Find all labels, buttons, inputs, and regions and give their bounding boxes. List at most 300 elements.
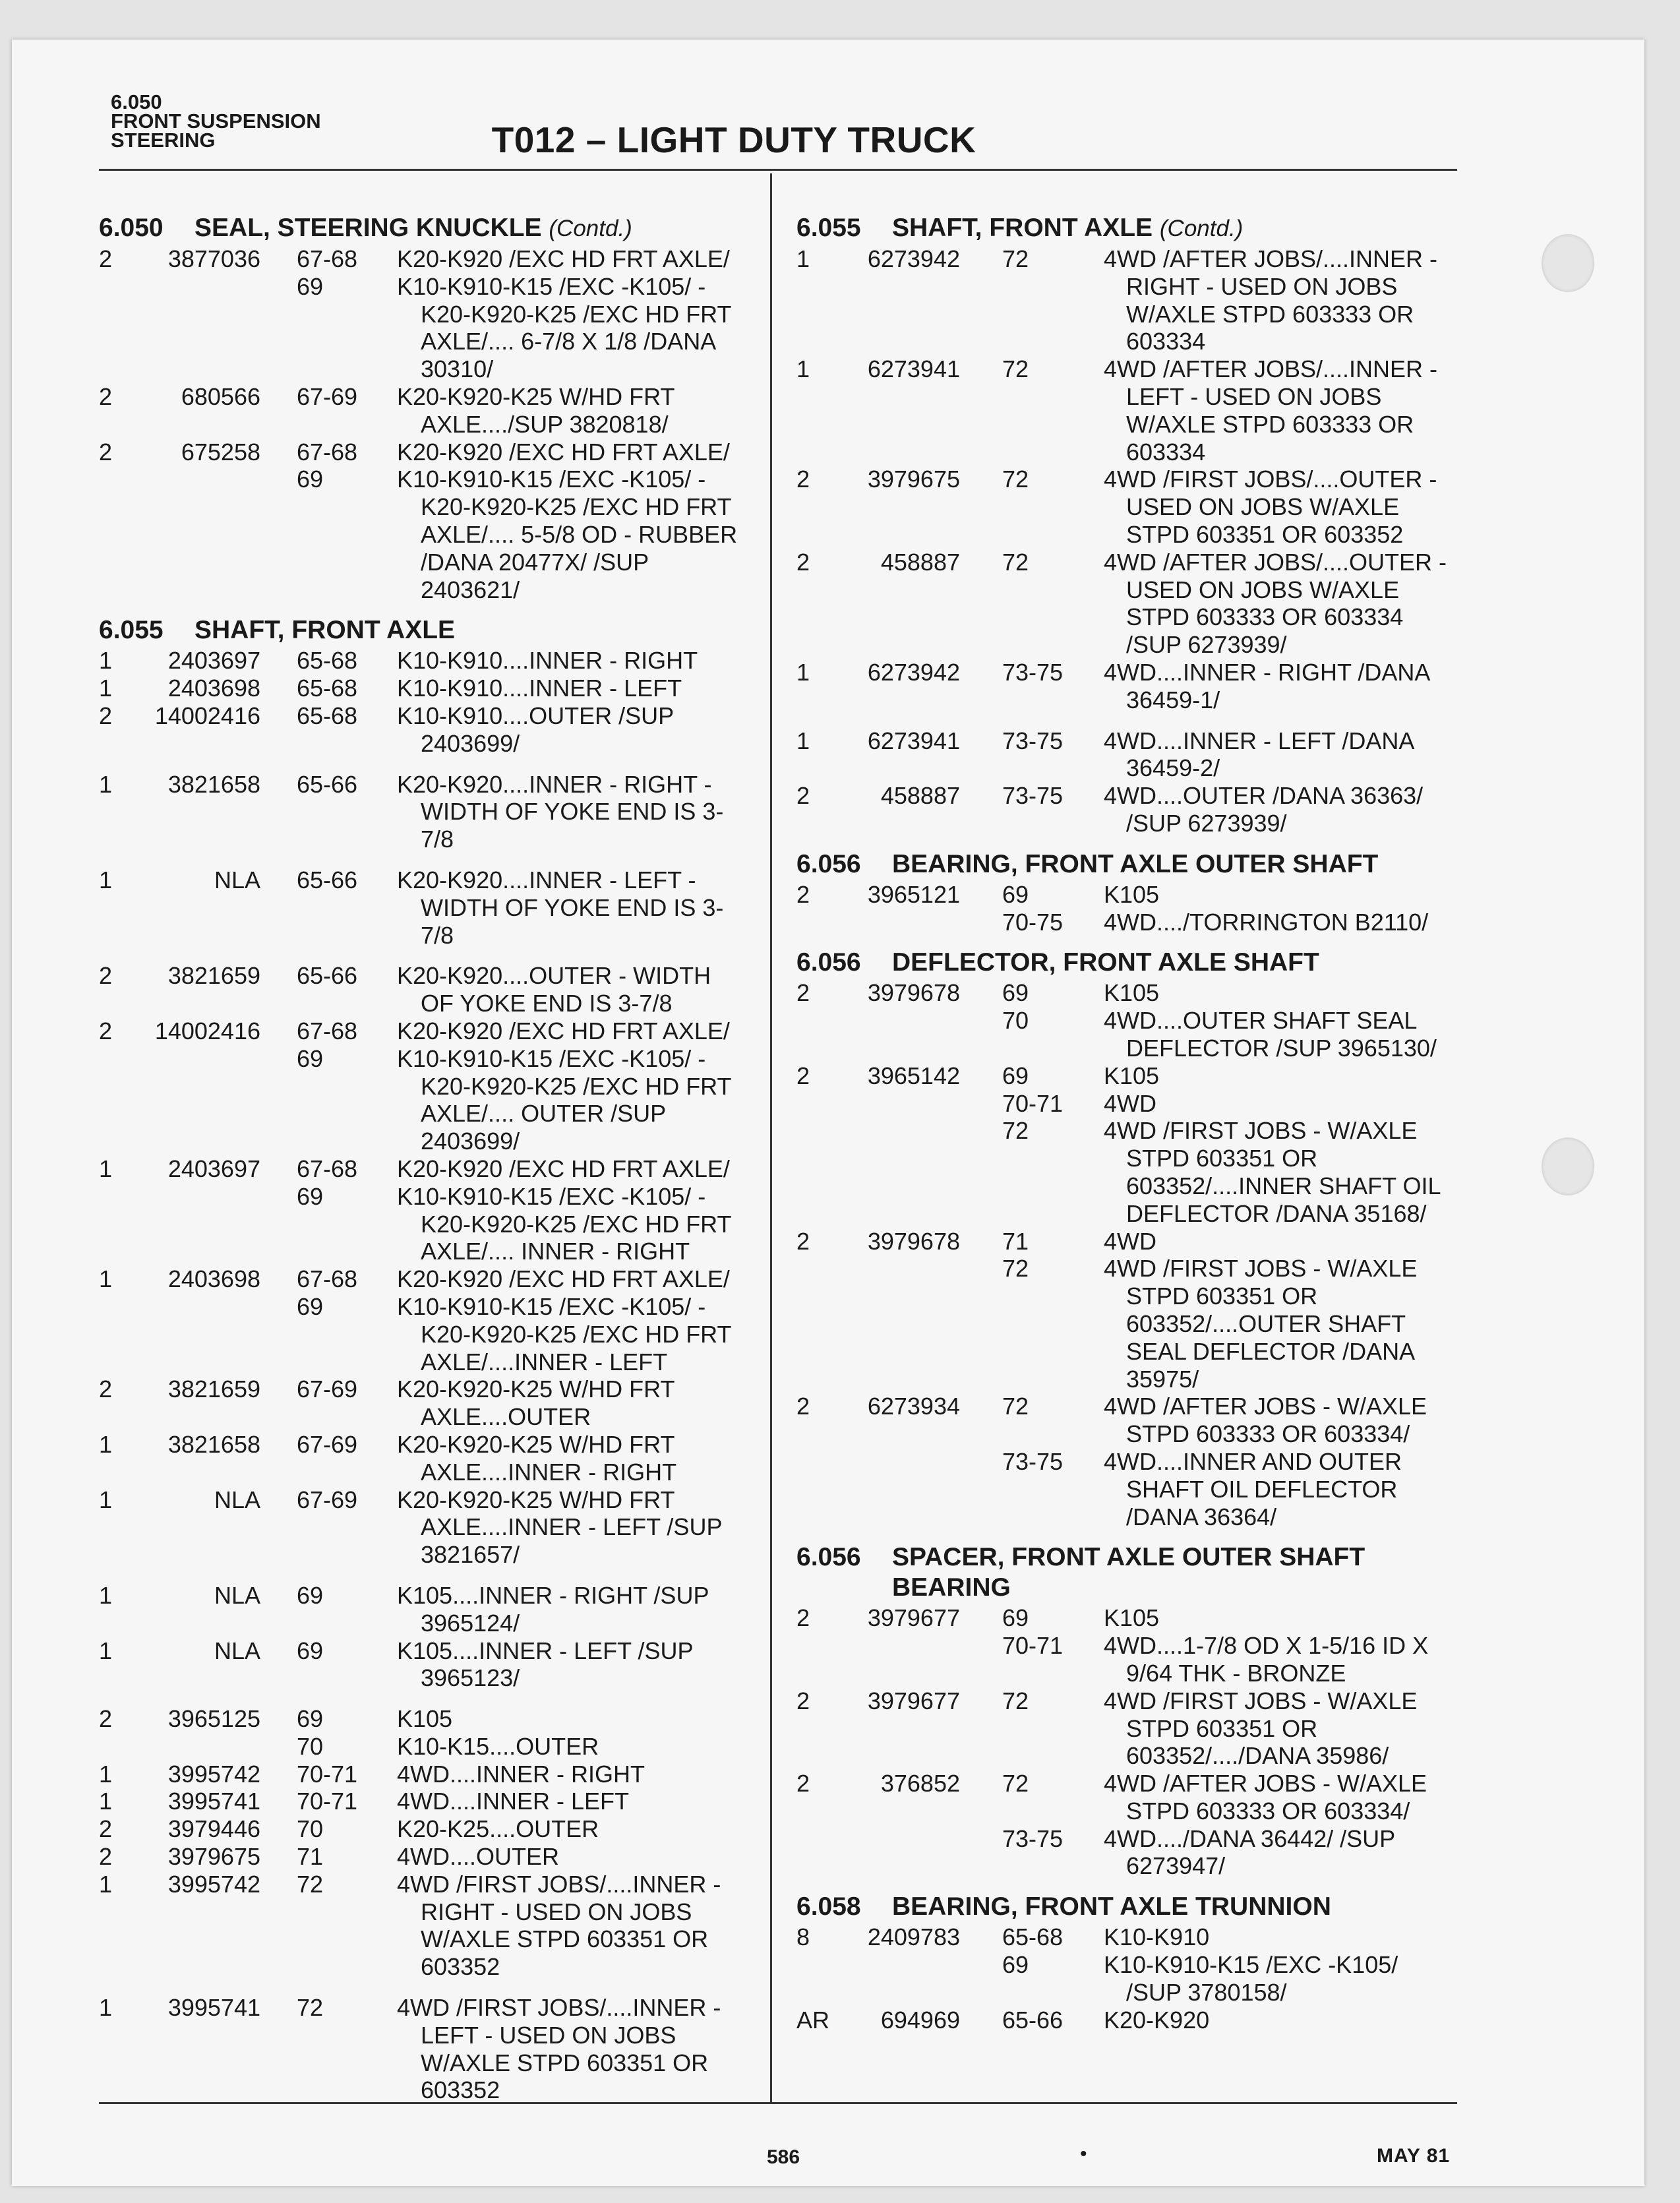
description-line: RIGHT - USED ON JOBS: [1126, 272, 1398, 300]
part-number: 458887: [880, 782, 960, 810]
description-line: K105....INNER - LEFT /SUP: [397, 1637, 694, 1664]
part-number: 2403698: [167, 1265, 260, 1293]
description-line: 4WD /FIRST JOBS/....INNER -: [397, 1870, 721, 1898]
model-years: 72: [1002, 1117, 1029, 1145]
description-line: K105....INNER - RIGHT /SUP: [397, 1581, 709, 1609]
quantity: 1: [99, 866, 113, 893]
description-line: K20-K920-K25 /EXC HD FRT: [421, 1210, 732, 1238]
quantity: 2: [796, 979, 810, 1007]
description-line: 3965123/: [421, 1664, 520, 1692]
model-years: 67-68: [297, 438, 358, 466]
model-years: 67-69: [297, 1430, 358, 1458]
model-years: 71: [1002, 1227, 1029, 1255]
section-heading: [99, 615, 758, 646]
quantity: 2: [796, 1687, 810, 1714]
part-entry: [796, 1770, 1462, 1880]
quantity: 1: [99, 1788, 113, 1815]
model-years: 69: [1002, 1951, 1029, 1979]
description-line: 6273947/: [1126, 1852, 1226, 1880]
part-number: 680566: [181, 383, 260, 410]
part-number: 3979678: [867, 979, 960, 1007]
quantity: 2: [796, 1227, 810, 1255]
description-line: K20-K920....INNER - RIGHT -: [397, 770, 712, 798]
description-line: 30310/: [421, 355, 494, 383]
part-entry: [99, 771, 758, 866]
description-line: 4WD....INNER - LEFT /DANA: [1104, 727, 1415, 754]
model-years: 72: [1002, 1770, 1029, 1797]
part-entry: [796, 881, 1462, 936]
part-entry: [99, 1017, 758, 1155]
part-number: 14002416: [154, 1017, 260, 1044]
model-years: 72: [1002, 245, 1029, 272]
part-number: 3965125: [167, 1705, 260, 1733]
model-years: 69: [297, 1581, 324, 1609]
quantity: 2: [99, 438, 113, 466]
description-line: K20-K920 /EXC HD FRT AXLE/: [397, 438, 730, 466]
description-line: WIDTH OF YOKE END IS 3-: [421, 798, 724, 826]
description-line: K20-K25....OUTER: [397, 1815, 599, 1843]
section-number: 6.058: [796, 1892, 861, 1921]
description-line: K20-K920-K25 /EXC HD FRT: [421, 1072, 732, 1100]
part-number: 6273941: [867, 355, 960, 383]
part-number: 3995741: [167, 1994, 260, 2022]
model-years: 70-71: [297, 1788, 358, 1815]
description-line: STPD 603351 OR: [1126, 1283, 1318, 1310]
model-years: 67-69: [297, 1486, 358, 1513]
part-entry: [796, 1228, 1462, 1393]
part-number: 3979675: [867, 466, 960, 493]
part-number: 2403697: [167, 647, 260, 675]
quantity: 2: [796, 1062, 810, 1089]
part-entry: [99, 675, 758, 702]
part-number: 3979678: [867, 1227, 960, 1255]
description-line: RIGHT - USED ON JOBS: [421, 1898, 692, 1925]
part-number: 3995741: [167, 1788, 260, 1815]
description-line: 603334: [1126, 438, 1206, 466]
model-years: 69: [297, 1637, 324, 1664]
description-line: AXLE/.... 6-7/8 X 1/8 /DANA: [421, 328, 717, 355]
model-years: 69: [1002, 1604, 1029, 1632]
part-entry: [99, 383, 758, 438]
part-number: 3979677: [867, 1687, 960, 1714]
part-entry: [99, 1994, 758, 2104]
section-title: SEAL, STEERING KNUCKLE: [195, 214, 542, 242]
quantity: 1: [796, 355, 810, 383]
contd-label: (Contd.): [549, 216, 632, 241]
quantity: 2: [99, 1815, 113, 1843]
part-number: 3995742: [167, 1760, 260, 1788]
part-entry: [99, 1486, 758, 1582]
part-number: 3821658: [167, 770, 260, 798]
description-line: DEFLECTOR /DANA 35168/: [1126, 1199, 1427, 1227]
model-years: 69: [1002, 880, 1029, 908]
description-line: K10-K910: [1104, 1923, 1210, 1951]
description-line: K20-K920 /EXC HD FRT AXLE/: [397, 245, 730, 272]
description-line: 4WD....OUTER SHAFT SEAL: [1104, 1007, 1418, 1035]
description-line: 2403699/: [421, 729, 520, 757]
quantity: AR: [796, 2006, 830, 2034]
description-line: STPD 603351 OR: [1126, 1714, 1318, 1742]
description-line: 4WD....1-7/8 OD X 1-5/16 ID X: [1104, 1632, 1429, 1660]
quantity: 2: [99, 1017, 113, 1044]
section-number: 6.055: [796, 214, 861, 242]
quantity: 1: [99, 1430, 113, 1458]
part-number: 14002416: [154, 702, 260, 729]
model-years: 70: [297, 1732, 324, 1760]
part-number: 3965142: [867, 1062, 960, 1089]
description-line: W/AXLE STPD 603333 OR: [1126, 300, 1414, 328]
description-line: /SUP 6273939/: [1126, 631, 1287, 659]
part-number: 3821658: [167, 1430, 260, 1458]
description-line: 4WD..../DANA 36442/ /SUP: [1104, 1825, 1396, 1852]
model-years: 70-71: [1002, 1632, 1064, 1660]
description-line: K105: [1104, 979, 1160, 1007]
description-line: 4WD /FIRST JOBS - W/AXLE: [1104, 1687, 1418, 1714]
part-number: NLA: [214, 1486, 260, 1513]
section-title: SHAFT, FRONT AXLE: [195, 616, 456, 645]
model-years: 65-68: [297, 702, 358, 729]
description-line: 4WD: [1104, 1089, 1156, 1117]
description-line: W/AXLE STPD 603351 OR: [421, 1925, 709, 1953]
model-years: 70: [1002, 1007, 1029, 1035]
model-years: 73-75: [1002, 658, 1064, 686]
description-line: 3821657/: [421, 1541, 520, 1569]
description-line: 4WD....OUTER: [397, 1843, 560, 1871]
model-years: 65-68: [297, 647, 358, 675]
description-line: 35975/: [1126, 1365, 1199, 1393]
binder-hole: [1542, 1137, 1594, 1195]
description-line: 4WD /AFTER JOBS/....OUTER -: [1104, 548, 1447, 576]
part-number: 694969: [880, 2006, 960, 2034]
part-entry: [99, 702, 758, 771]
description-line: 4WD..../TORRINGTON B2110/: [1104, 908, 1429, 936]
quantity: 2: [796, 1393, 810, 1420]
model-years: 69: [297, 272, 324, 300]
quantity: 1: [99, 647, 113, 675]
description-line: 4WD /AFTER JOBS - W/AXLE: [1104, 1393, 1427, 1420]
description-line: AXLE/....INNER - LEFT: [421, 1348, 668, 1375]
model-years: 69: [1002, 1062, 1029, 1089]
section-heading: [796, 213, 1462, 244]
part-number: 3821659: [167, 962, 260, 990]
part-number: 6273942: [867, 658, 960, 686]
part-entry: [796, 245, 1462, 355]
description-line: 4WD /FIRST JOBS - W/AXLE: [1104, 1255, 1418, 1283]
description-line: STPD 603351 OR 603352: [1126, 520, 1404, 548]
part-entry: [99, 1871, 758, 1994]
description-line: AXLE....INNER - RIGHT: [421, 1458, 677, 1486]
description-line: 7/8: [421, 921, 454, 949]
description-line: 4WD....INNER - RIGHT: [397, 1760, 645, 1788]
part-entry: [796, 979, 1462, 1062]
part-entry: [99, 962, 758, 1017]
model-years: 72: [1002, 355, 1029, 383]
description-line: K105: [397, 1705, 453, 1733]
part-entry: [99, 866, 758, 962]
section-number: 6.056: [796, 849, 861, 878]
contd-label: (Contd.): [1159, 216, 1244, 241]
model-years: 72: [1002, 1255, 1029, 1283]
quantity: 2: [796, 548, 810, 576]
quantity: 1: [99, 675, 113, 702]
section-heading: [796, 1892, 1462, 1922]
description-line: 2403621/: [421, 576, 520, 603]
part-entry: [99, 1843, 758, 1871]
footer-date: MAY 81: [1377, 2145, 1451, 2167]
part-entry: [99, 1761, 758, 1788]
description-line: AXLE/.... INNER - RIGHT: [421, 1238, 690, 1265]
model-years: 70-71: [297, 1760, 358, 1788]
description-line: K105: [1104, 880, 1160, 908]
description-line: /DANA 20477X/ /SUP: [421, 548, 649, 576]
description-line: AXLE....OUTER: [421, 1403, 591, 1431]
model-years: 65-66: [297, 866, 358, 893]
quantity: 2: [99, 383, 113, 410]
part-entry: [99, 647, 758, 675]
part-entry: [99, 1637, 758, 1706]
model-years: 72: [297, 1870, 324, 1898]
description-line: K10-K910-K15 /EXC -K105/: [1104, 1951, 1398, 1979]
model-years: 65-66: [1002, 2006, 1064, 2034]
part-entry: [796, 355, 1462, 466]
description-line: 4WD /AFTER JOBS/....INNER -: [1104, 245, 1438, 272]
section-number: 6.050: [99, 214, 164, 242]
model-years: 67-68: [297, 1155, 358, 1182]
page-number: 586: [767, 2146, 800, 2168]
quantity: 1: [796, 727, 810, 754]
part-entry: [796, 1687, 1462, 1770]
description-line: 9/64 THK - BRONZE: [1126, 1659, 1346, 1687]
description-line: LEFT - USED ON JOBS: [1126, 382, 1382, 410]
description-line: 603334: [1126, 328, 1206, 355]
model-years: 69: [297, 466, 324, 493]
quantity: 1: [99, 1870, 113, 1898]
description-line: 4WD....INNER - LEFT: [397, 1788, 630, 1815]
section-line-2: STEERING: [111, 129, 216, 152]
model-years: 65-66: [297, 770, 358, 798]
part-number: 2409783: [867, 1923, 960, 1951]
quantity: 8: [796, 1923, 810, 1951]
part-number: 376852: [880, 1770, 960, 1797]
part-entry: [99, 1582, 758, 1637]
description-line: W/AXLE STPD 603351 OR: [421, 2049, 709, 2076]
quantity: 1: [99, 1265, 113, 1293]
quantity: 2: [99, 1375, 113, 1403]
description-line: K10-K910-K15 /EXC -K105/ -: [397, 1044, 706, 1072]
quantity: 1: [99, 1637, 113, 1664]
quantity: 2: [99, 245, 113, 272]
description-line: K10-K910-K15 /EXC -K105/ -: [397, 1182, 706, 1210]
part-entry: [796, 549, 1462, 659]
description-line: K10-K910....INNER - LEFT: [397, 675, 682, 702]
section-number: 6.056: [796, 948, 861, 977]
description-line: K10-K910-K15 /EXC -K105/ -: [397, 466, 706, 493]
part-entry: [99, 1705, 758, 1761]
part-entry: [796, 2007, 1462, 2034]
part-number: 2403698: [167, 675, 260, 702]
description-line: AXLE/.... 5-5/8 OD - RUBBER: [421, 520, 738, 548]
section-title: BEARING, FRONT AXLE TRUNNION: [892, 1892, 1331, 1921]
description-line: /DANA 36364/: [1126, 1503, 1277, 1530]
catalog-page: [12, 40, 1644, 2186]
description-line: SEAL DEFLECTOR /DANA: [1126, 1337, 1416, 1365]
description-line: STPD 603351 OR: [1126, 1145, 1318, 1172]
description-line: K20-K920-K25 /EXC HD FRT: [421, 300, 732, 328]
part-entry: [99, 1431, 758, 1486]
section-heading: [796, 1542, 1462, 1603]
binder-hole: [1542, 234, 1594, 292]
part-entry: [99, 1265, 758, 1375]
description-line: USED ON JOBS W/AXLE: [1126, 576, 1400, 603]
model-years: 72: [1002, 466, 1029, 493]
description-line: K20-K920....INNER - LEFT -: [397, 866, 696, 893]
section-title: BEARING, FRONT AXLE OUTER SHAFT: [892, 849, 1379, 878]
part-number: 3979677: [867, 1604, 960, 1632]
model-years: 72: [297, 1994, 324, 2022]
part-entry: [99, 438, 758, 604]
model-years: 72: [1002, 1687, 1029, 1714]
model-years: 69: [297, 1182, 324, 1210]
quantity: 1: [796, 245, 810, 272]
right-column: [796, 201, 1462, 2034]
part-number: 3965121: [867, 880, 960, 908]
description-line: AXLE..../SUP 3820818/: [421, 410, 669, 438]
quantity: 1: [99, 1486, 113, 1513]
description-line: 3965124/: [421, 1609, 520, 1637]
model-years: 73-75: [1002, 727, 1064, 754]
description-line: /SUP 3780158/: [1126, 1978, 1287, 2006]
description-line: 4WD /FIRST JOBS/....OUTER -: [1104, 466, 1437, 493]
model-years: 73-75: [1002, 1447, 1064, 1475]
model-years: 70-75: [1002, 908, 1064, 936]
model-years: 65-68: [1002, 1923, 1064, 1951]
part-entry: [99, 1788, 758, 1815]
description-line: 4WD....INNER AND OUTER: [1104, 1447, 1402, 1475]
description-line: 7/8: [421, 826, 454, 853]
model-years: 72: [1002, 548, 1029, 576]
description-line: K10-K910....OUTER /SUP: [397, 702, 675, 729]
section-heading: [796, 948, 1462, 978]
description-line: 2403699/: [421, 1128, 520, 1155]
model-years: 67-68: [297, 1017, 358, 1044]
model-years: 67-69: [297, 383, 358, 410]
model-years: 70-71: [1002, 1089, 1064, 1117]
description-line: K20-K920-K25 /EXC HD FRT: [421, 1320, 732, 1348]
section-number: 6.055: [99, 616, 164, 645]
section-line-1: FRONT SUSPENSION: [111, 109, 321, 133]
model-years: 69: [297, 1044, 324, 1072]
part-entry: [796, 466, 1462, 548]
description-line: 4WD....INNER - RIGHT /DANA: [1104, 658, 1431, 686]
quantity: 2: [99, 1843, 113, 1871]
model-years: 67-68: [297, 245, 358, 272]
description-line: AXLE....INNER - LEFT /SUP: [421, 1513, 723, 1541]
quantity: 2: [796, 782, 810, 810]
quantity: 1: [796, 658, 810, 686]
section-number: 6.056: [796, 1543, 861, 1572]
quantity: 2: [796, 1770, 810, 1797]
description-line: 36459-2/: [1126, 754, 1220, 782]
column-divider: [770, 173, 772, 2102]
description-line: K10-K910-K15 /EXC -K105/ -: [397, 272, 706, 300]
part-entry: [99, 1815, 758, 1843]
description-line: K20-K920....OUTER - WIDTH: [397, 962, 711, 990]
description-line: 4WD /AFTER JOBS - W/AXLE: [1104, 1770, 1427, 1797]
model-years: 73-75: [1002, 1825, 1064, 1852]
footer-dot: •: [1080, 2143, 1087, 2165]
description-line: K20-K920 /EXC HD FRT AXLE/: [397, 1017, 730, 1044]
model-years: 69: [297, 1292, 324, 1320]
part-number: NLA: [214, 1581, 260, 1609]
part-entry: [796, 782, 1462, 837]
model-years: 71: [297, 1843, 324, 1871]
quantity: 2: [99, 962, 113, 990]
description-line: K105: [1104, 1062, 1160, 1089]
description-line: 4WD /FIRST JOBS - W/AXLE: [1104, 1117, 1418, 1145]
description-line: K20-K920-K25 W/HD FRT: [397, 383, 675, 410]
description-line: K10-K15....OUTER: [397, 1732, 599, 1760]
quantity: 1: [99, 1581, 113, 1609]
part-entry: [796, 1923, 1462, 2006]
description-line: 603352/..../DANA 35986/: [1126, 1742, 1389, 1770]
description-line: STPD 603333 OR 603334: [1126, 603, 1404, 631]
quantity: 2: [99, 702, 113, 729]
part-number: 3995742: [167, 1870, 260, 1898]
model-years: 65-68: [297, 675, 358, 702]
quantity: 1: [99, 770, 113, 798]
description-line: DEFLECTOR /SUP 3965130/: [1126, 1034, 1437, 1062]
part-entry: [796, 1062, 1462, 1228]
part-number: 675258: [181, 438, 260, 466]
description-line: K20-K920-K25 W/HD FRT: [397, 1375, 675, 1403]
quantity: 2: [796, 1604, 810, 1632]
section-heading: [99, 213, 758, 244]
description-line: K10-K910....INNER - RIGHT: [397, 647, 698, 675]
section-title: SPACER, FRONT AXLE OUTER SHAFT: [892, 1543, 1365, 1572]
part-number: NLA: [214, 866, 260, 893]
description-line: 603352: [421, 1953, 500, 1981]
part-entry: [99, 1375, 758, 1431]
part-number: 3979446: [167, 1815, 260, 1843]
part-entry: [99, 1155, 758, 1265]
description-line: WIDTH OF YOKE END IS 3-: [421, 893, 724, 921]
part-number: 458887: [880, 548, 960, 576]
description-line: SHAFT OIL DEFLECTOR: [1126, 1475, 1398, 1503]
description-line: OF YOKE END IS 3-7/8: [421, 990, 673, 1017]
description-line: 603352: [421, 2076, 500, 2104]
description-line: K20-K920 /EXC HD FRT AXLE/: [397, 1155, 730, 1182]
quantity: 1: [99, 1155, 113, 1182]
part-number: 2403697: [167, 1155, 260, 1182]
model-years: 69: [1002, 979, 1029, 1007]
part-entry: [796, 659, 1462, 727]
description-line: 603352/....INNER SHAFT OIL: [1126, 1172, 1441, 1199]
quantity: 2: [796, 880, 810, 908]
description-line: 603352/....OUTER SHAFT: [1126, 1310, 1406, 1337]
description-line: K20-K920-K25 W/HD FRT: [397, 1430, 675, 1458]
model-years: 70: [297, 1815, 324, 1843]
part-entry: [796, 727, 1462, 783]
section-title-cont: BEARING: [892, 1573, 1011, 1602]
quantity: 2: [796, 466, 810, 493]
part-entry: [99, 245, 758, 383]
description-line: W/AXLE STPD 603333 OR: [1126, 410, 1414, 438]
description-line: 36459-1/: [1126, 686, 1220, 713]
description-line: AXLE/.... OUTER /SUP: [421, 1100, 667, 1128]
model-years: 69: [297, 1705, 324, 1733]
model-years: 72: [1002, 1393, 1029, 1420]
quantity: 2: [99, 1705, 113, 1733]
